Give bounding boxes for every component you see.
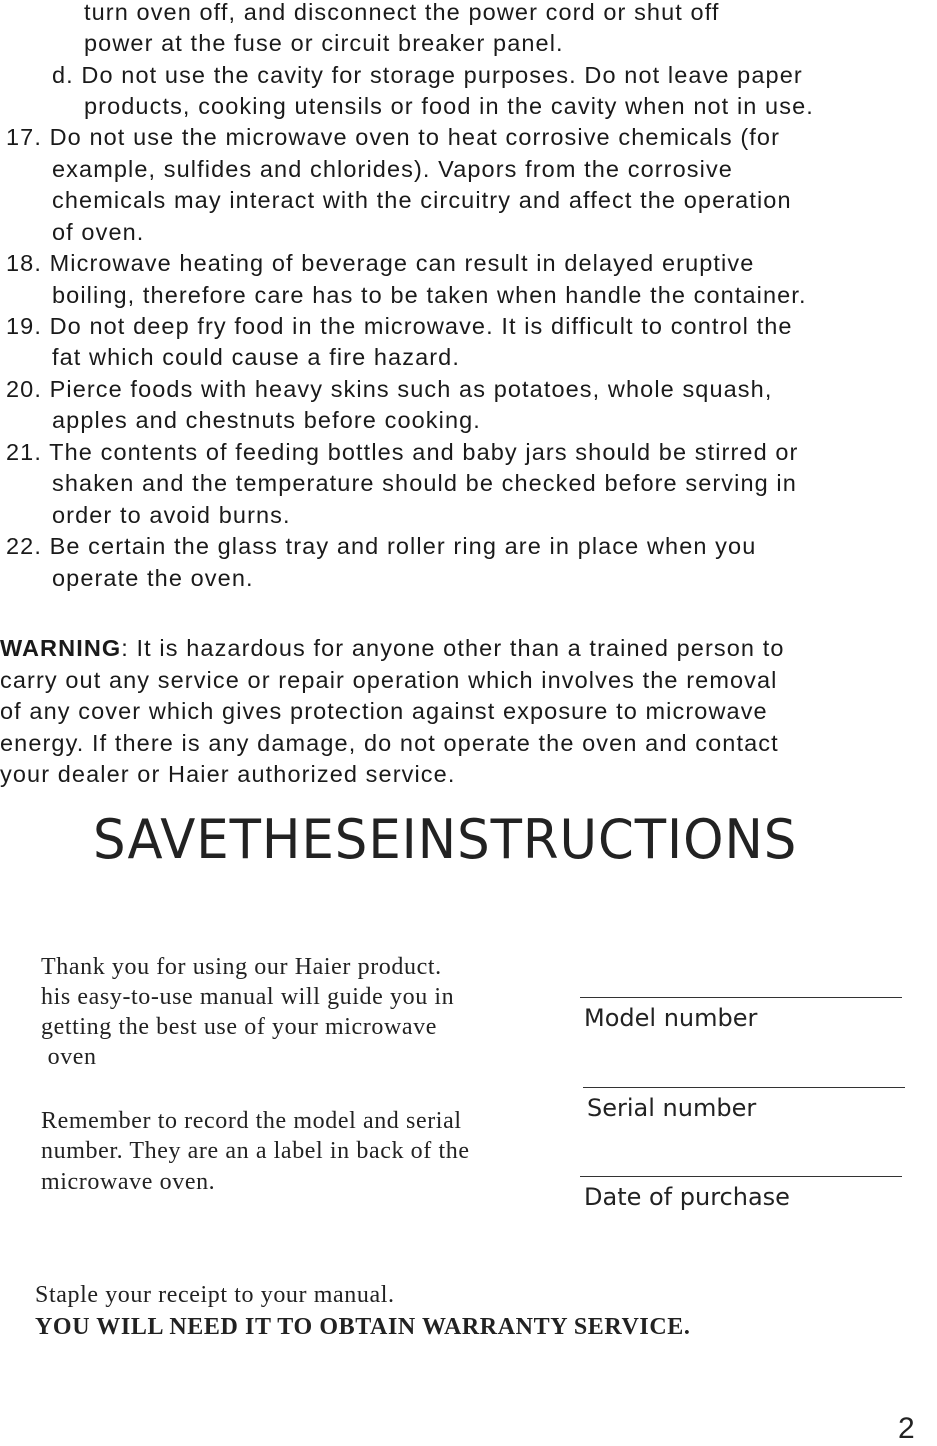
warning-text: : It is hazardous for anyone other than a trained person to — [121, 635, 785, 661]
remember-line: Remember to record the model and serial — [41, 1108, 462, 1134]
list-text-line: power at the fuse or circuit breaker panel. — [84, 30, 564, 56]
staple-line: Staple your receipt to your manual. — [35, 1282, 395, 1308]
warning-line: your dealer or Haier authorized service. — [0, 761, 456, 787]
list-item-18: 18. Microwave heating of beverage can result in delayed eruptive — [6, 250, 755, 276]
date-of-purchase-label: Date of purchase — [584, 1183, 790, 1211]
list-text-line: turn oven off, and disconnect the power cord or shut off — [84, 0, 720, 25]
list-text-line: of oven. — [52, 219, 145, 245]
list-text-line: fat which could cause a fire hazard. — [52, 344, 460, 370]
warranty-notice: YOU WILL NEED IT TO OBTAIN WARRANTY SERVICE. — [35, 1314, 691, 1340]
list-item-20: 20. Pierce foods with heavy skins such as potatoes, whole squash, — [6, 376, 773, 402]
list-text-line: operate the oven. — [52, 565, 254, 591]
list-text-line: boiling, therefore care has to be taken when handle the container. — [52, 282, 807, 308]
thanks-line: his easy-to-use manual will guide you in — [41, 984, 455, 1010]
list-item-22: 22. Be certain the glass tray and roller ring are in place when you — [6, 533, 757, 559]
list-item-19: 19. Do not deep fry food in the microwave. It is difficult to control the — [6, 313, 793, 339]
list-text-line: example, sulfides and chlorides). Vapors from the corrosive — [52, 156, 733, 182]
list-text-line: chemicals may interact with the circuitry and affect the operation — [52, 187, 792, 213]
list-text-line: apples and chestnuts before cooking. — [52, 407, 481, 433]
list-item-17: 17. Do not use the microwave oven to heat corrosive chemicals (for — [6, 124, 781, 150]
list-text-line: products, cooking utensils or food in the cavity when not in use. — [84, 93, 814, 119]
serial-number-line — [583, 1087, 905, 1088]
list-item-21: 21. The contents of feeding bottles and baby jars should be stirred or — [6, 439, 799, 465]
model-number-line — [580, 997, 902, 998]
warning-label: WARNING — [0, 635, 122, 661]
list-text-line: shaken and the temperature should be checked before serving in — [52, 470, 797, 496]
remember-line: number. They are an a label in back of the — [41, 1138, 470, 1164]
thanks-line: Thank you for using our Haier product. — [41, 954, 442, 980]
warning-line: of any cover which gives protection against exposure to microwave — [0, 698, 768, 724]
warning-line — [0, 633, 785, 664]
date-of-purchase-line — [580, 1176, 902, 1177]
thanks-line: oven — [41, 1044, 97, 1070]
page-number: 2 — [898, 1412, 915, 1445]
warning-line: energy. If there is any damage, do not operate the oven and contact — [0, 730, 779, 756]
thanks-line: getting the best use of your microwave — [41, 1014, 438, 1040]
warning-line: carry out any service or repair operation which involves the removal — [0, 667, 778, 693]
model-number-label: Model number — [584, 1004, 758, 1032]
list-text-line: order to avoid burns. — [52, 502, 291, 528]
remember-line: microwave oven. — [41, 1169, 216, 1195]
serial-number-label: Serial number — [587, 1094, 757, 1122]
list-text-line: d. Do not use the cavity for storage purposes. Do not leave paper — [52, 62, 803, 88]
save-instructions-title: SAVETHESEINSTRUCTIONS — [93, 808, 798, 871]
